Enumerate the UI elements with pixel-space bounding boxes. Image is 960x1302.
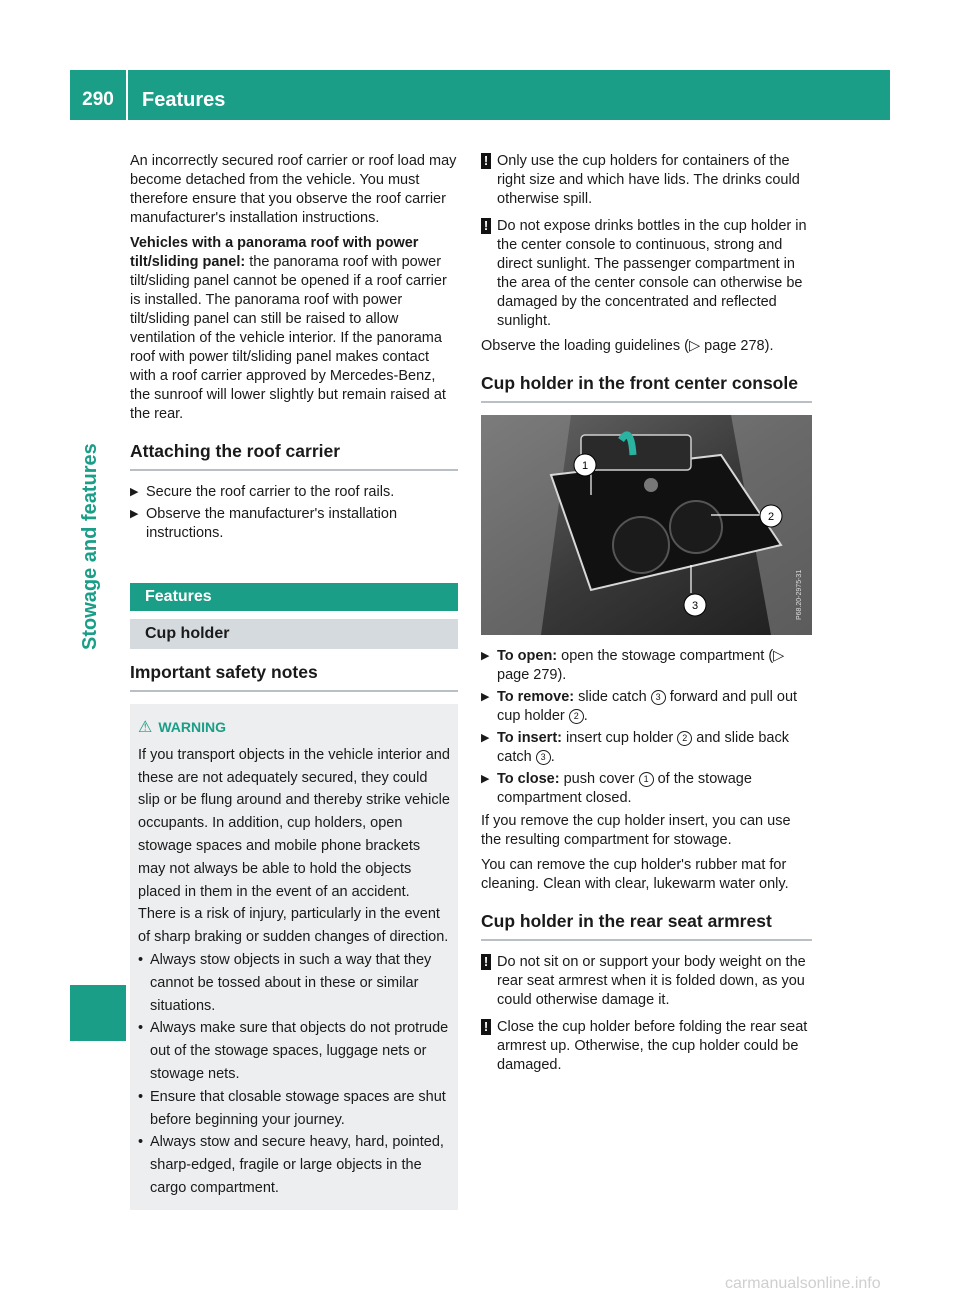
attach-step-text: Observe the manufacturer's installation instructions. bbox=[146, 506, 398, 541]
warning-text: If you transport objects in the vehicle interior and these are not adequately secured, they could slip or be flung around and thereby strike vehicle occupants. In addition, cup holders, open stowage spaces and mobile phone brackets may not always be able to hold the objects placed in them in the event of an accident. There is a risk of injury, particularly in the event of sharp braking or sudden changes of direction. bbox=[138, 746, 450, 946]
chapter-side-label: Stowage and features bbox=[79, 443, 101, 650]
step-text: open the stowage compartment (▷ page 279). bbox=[497, 648, 785, 683]
safety-heading: Important safety notes bbox=[130, 663, 458, 692]
panorama-text: the panorama roof with power tilt/sliding panel cannot be opened if a roof carrier is installed. The panorama roof with power tilt/sliding panel can still be raised to allow ventilation of the vehicle interior. If the panorama roof with power tilt/sliding panel makes contact with a roof carrier approved by Mercedes-Benz, the sunroof will lower slightly but remain raised at the rear. bbox=[130, 254, 447, 422]
callout-ref: 3 bbox=[536, 750, 551, 765]
bullet-icon: • bbox=[138, 1088, 144, 1105]
step-text: push cover bbox=[559, 771, 639, 787]
step-label: To insert: bbox=[497, 730, 562, 746]
note-item bbox=[481, 217, 812, 331]
exclamation-icon: ! bbox=[481, 218, 491, 234]
panorama-label: Vehicles with a panorama roof with power tilt/sliding panel: bbox=[130, 235, 419, 270]
front-console-heading: Cup holder in the front center console bbox=[481, 374, 812, 403]
arrow-icon: ▶ bbox=[481, 650, 490, 662]
step-remove bbox=[481, 688, 812, 726]
left-column bbox=[130, 152, 458, 1210]
warning-item-text: Always stow objects in such a way that they cannot be tossed about in these or similar situations. bbox=[150, 951, 432, 1014]
note-text: Only use the cup holders for containers of the right size and which have lids. The drinks could otherwise spill. bbox=[497, 153, 800, 207]
chapter-marker bbox=[70, 985, 126, 1041]
warning-triangle-icon: ⚠ bbox=[138, 719, 153, 736]
callout-ref: 2 bbox=[569, 709, 584, 724]
note-text: Do not expose drinks bottles in the cup holder in the center console to continuous, strong and direct sunlight. The passenger compartment in the area of the center console can otherwise be damaged by the concentrated and reflected sunlight. bbox=[497, 218, 807, 329]
bullet-icon: • bbox=[138, 951, 144, 968]
step-text: of the stowage compartment closed. bbox=[497, 771, 752, 806]
svg-text:1: 1 bbox=[581, 460, 589, 472]
rubber-mat-text: You can remove the cup holder's rubber mat for cleaning. Clean with clear, lukewarm water only. bbox=[481, 857, 789, 892]
note-text: Do not sit on or support your body weight on the rear seat armrest when it is folded down, as you could otherwise damage it. bbox=[497, 954, 806, 1008]
warning-title bbox=[138, 716, 450, 740]
step-close bbox=[481, 770, 812, 808]
header-title: Features bbox=[142, 89, 226, 111]
arrow-icon: ▶ bbox=[481, 691, 490, 703]
warning-item-text: Always make sure that objects do not protrude out of the stowage spaces, luggage nets or stowage nets. bbox=[150, 1020, 449, 1082]
warning-item bbox=[138, 1086, 450, 1132]
callout-1 bbox=[574, 454, 596, 476]
watermark: carmanualsonline.info bbox=[725, 1275, 881, 1292]
attach-step bbox=[130, 505, 458, 543]
step-label: To open: bbox=[497, 648, 558, 664]
svg-text:2: 2 bbox=[767, 511, 775, 523]
step-text: slide catch bbox=[574, 689, 651, 705]
cup-holder-bar: Cup holder bbox=[130, 619, 458, 649]
step-label: To remove: bbox=[497, 689, 575, 705]
note-item bbox=[481, 1018, 812, 1075]
arrow-icon: ▶ bbox=[481, 773, 490, 785]
step-text: and slide back catch bbox=[497, 730, 789, 765]
attach-step bbox=[130, 483, 458, 502]
exclamation-icon: ! bbox=[481, 954, 491, 970]
note-item bbox=[481, 152, 812, 209]
step-open bbox=[481, 647, 812, 685]
callout-ref: 3 bbox=[651, 690, 666, 705]
cup-holder-illustration bbox=[481, 415, 812, 635]
step-text: . bbox=[583, 708, 588, 724]
roof-carrier-intro: An incorrectly secured roof carrier or roof load may become detached from the vehicle. You must therefore ensure that you observe the roof carrier manufacturer's installation instructions. bbox=[130, 153, 457, 226]
attach-heading: Attaching the roof carrier bbox=[130, 442, 458, 471]
loading-guidelines: Observe the loading guidelines (▷ page 278). bbox=[481, 338, 774, 354]
bullet-icon: • bbox=[138, 1020, 144, 1037]
features-section-bar: Features bbox=[130, 583, 458, 611]
panorama-paragraph bbox=[130, 234, 458, 424]
warning-title-text: WARNING bbox=[158, 719, 227, 735]
remove-insert-text: If you remove the cup holder insert, you can use the resulting compartment for stowage. bbox=[481, 813, 791, 848]
callout-2 bbox=[760, 505, 782, 527]
step-text: forward and pull out cup holder bbox=[497, 689, 798, 724]
bullet-icon: • bbox=[138, 1134, 144, 1151]
warning-item bbox=[138, 1131, 450, 1199]
exclamation-icon: ! bbox=[481, 1019, 491, 1035]
warning-item-text: Always stow and secure heavy, hard, pointed, sharp-edged, fragile or large objects in the cargo compartment. bbox=[150, 1134, 444, 1196]
callout-3 bbox=[684, 594, 706, 616]
warning-item bbox=[138, 949, 450, 1017]
attach-step-text: Secure the roof carrier to the roof rails. bbox=[146, 484, 395, 500]
svg-text:3: 3 bbox=[691, 600, 699, 612]
photo-code: P68.20-2975-31 bbox=[796, 569, 803, 620]
warning-item-text: Ensure that closable stowage spaces are shut before beginning your journey. bbox=[150, 1088, 446, 1128]
page-number: 290 bbox=[82, 89, 114, 110]
callout-ref: 1 bbox=[639, 772, 654, 787]
arrow-icon: ▶ bbox=[130, 486, 139, 498]
arrow-icon: ▶ bbox=[481, 732, 490, 744]
warning-item bbox=[138, 1017, 450, 1085]
note-item bbox=[481, 953, 812, 1010]
warning-box bbox=[130, 704, 458, 1210]
arrow-icon: ▶ bbox=[130, 508, 139, 520]
step-text: . bbox=[550, 749, 555, 765]
callout-ref: 2 bbox=[677, 731, 692, 746]
rear-armrest-heading: Cup holder in the rear seat armrest bbox=[481, 912, 812, 941]
cup-holder-photo bbox=[481, 415, 812, 635]
right-column bbox=[481, 152, 812, 1079]
step-text: insert cup holder bbox=[561, 730, 678, 746]
exclamation-icon: ! bbox=[481, 153, 491, 169]
page-header bbox=[70, 70, 890, 120]
step-insert bbox=[481, 729, 812, 767]
step-label: To close: bbox=[497, 771, 560, 787]
note-text: Close the cup holder before folding the rear seat armrest up. Otherwise, the cup holder could be damaged. bbox=[497, 1019, 808, 1073]
header-divider bbox=[126, 70, 128, 120]
